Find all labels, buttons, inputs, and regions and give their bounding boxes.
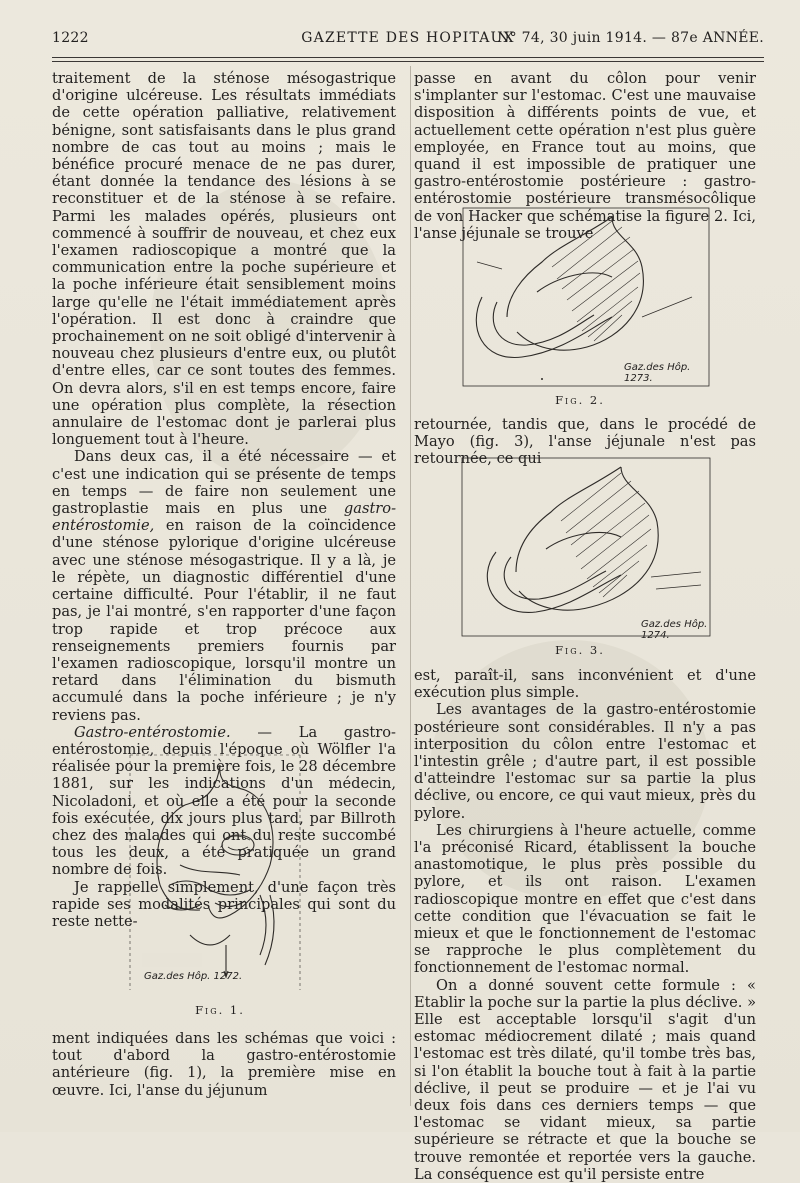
text-run: en raison de la coïncidence d'une sténose pylorique d'origine ulcéreuse avec une sténose mésogastrique. Il y a là, je le répète, un diagnostic différentiel d'une certaine difficulté. Pour l'établir, il ne faut pas, je l'ai montré, s'en rapporter d'une façon trop rapide et trop précoce aux renseignements premiers fournis par l'examen radioscopique, lorsqu'il montre un retard dans l'élimination du bismuth accumulé dans la poche inférieure ; je n'y reviens pas. [52,517,396,724]
text-run: — La gastro-entérostomie, depuis l'époque où Wölfler l'a réalisée pour la première fois, le 28 décembre 1881, sur les indications d'un médecin, Nicoladoni, et où elle a été pour la seconde fois exécutée, dix jours plus tard, par Billroth chez des malades qui ont du reste succombé tous les deux, a été pratiquée un grand nombre de fois. [52,723,396,879]
section-title: Gastro-entérostomie. [74,723,231,741]
header-rule [52,61,764,62]
column-divider [410,66,411,1106]
header-rule [52,57,764,58]
figure-2-caption: Fig. 2. [555,393,605,407]
paragraph: Les chirurgiens à l'heure actuelle, comme l'a préconisé Ricard, établissent la bouche anastomotique, le plus près possible du pylore, et ils ont raison. L'examen radioscopique montre en effet que c'est dans cette condition que l'évacuation se fait le mieux et que le fonctionnement de l'estomac se rapproche le plus complètement du fonctionnement de l'estomac normal. [414,821,756,977]
paragraph: traitement de la sténose mésogastrique d'origine ulcéreuse. Les résultats immédiats de cette opération palliative, relativement bénigne, sont satisfaisants dans le plus grand nombre de cas tout au moins ; mais le bénéfice procuré menace de ne pas durer, étant donnée la tendance des lésions à se reconstituer et de la sténose à se refaire. Parmi les malades opérés, plusieurs ont commencé à souffrir de nouveau, et chez eux l'examen radioscopique a montré que la communication entre la poche supérieure et la poche inférieure était sensiblement moins large qu'elle ne l'était immédiatement après l'opération. Il est donc à craindre que prochainement on ne soit obligé d'intervenir à nouveau chez plusieurs d'entre eux, ou plutôt d'entre elles, car ce sont toutes des femmes. On devra alors, s'il en est temps encore, faire une opération plus complète, la résection annulaire de l'estomac dont je parlerai plus longuement tout à l'heure. [52,70,396,449]
figure-1-credit: Gaz.des Hôp. 1272. [144,971,243,982]
issue-info: N° 74, 30 juin 1914. — 87e ANNÉE. [497,30,764,46]
figure-3-credit: Gaz.des Hôp. 1274. [641,619,708,641]
figure-2-credit: Gaz.des Hôp. 1273. [624,362,691,384]
journal-title: GAZETTE DES HOPITAUX [301,30,515,46]
figure-3-illustration [461,457,711,641]
paragraph: On a donné souvent cette formule : « Etablir la poche sur la partie la plus déclive. » Elle est acceptable lorsqu'il s'agit d'un estomac médiocrement dilaté ; mais quand l'estomac est très dilaté, qu'il tombe très bas, si l'on établit la bouche tout à fait à la partie déclive, il peut se produire — et je l'ai vu deux fois dans ces derniers temps — que l'estomac se vidant mieux, sa partie supérieure se rétracte et que la bouche se trouve remontée et reportée vers la gauche. La conséquence est qu'il persiste entre [414,976,756,1183]
figure-1-caption: Fig. 1. [195,1003,245,1017]
paragraph: ment indiquées dans les schémas que voici : tout d'abord la gastro-entérostomie antérieure (fig. 1), la première mise en œuvre. Ici, l'anse du jéjunum [52,1030,396,1099]
paragraph: passe en avant du côlon pour venir s'implanter sur l'estomac. C'est une mauvaise disposition à différents points de vue, et actuellement cette opération n'est plus guère employée, en France tout au moins, que quand il est impossible de pratiquer une gastro-entérostomie postérieure : gastro-entérostomie postérieure transmésocôlique de von Hacker que schématise la figure 2. Ici, l'anse jéjunale se trouve [414,70,756,242]
text-run: Dans deux cas, il a été nécessaire — et c'est une indication qui se présente de temps en temps — de faire non seulement une gastroplastie mais en plus une [52,448,396,518]
figure-3-caption: Fig. 3. [555,643,605,657]
paragraph: Les avantages de la gastro-entérostomie postérieure sont considérables. Il n'y a pas interposition du côlon entre l'estomac et l'intestin grêle ; d'autre part, il est possible d'atteindre l'estomac sur sa partie la plus déclive, ou encore, ce qui vaut mieux, près du pylore. [414,701,756,822]
paragraph: Je rappelle simplement, d'une façon très rapide ses modalités principales qui sont du reste nette- [52,878,396,930]
running-header [52,30,764,54]
left-column-tail [52,1030,396,1099]
figure-1-illustration [120,745,320,995]
italic-term: gastro-entérostomie, [52,500,396,535]
right-column-tail [414,667,756,1183]
figure-2-illustration [462,207,710,387]
page-number: 1222 [52,30,89,46]
paragraph: retournée, tandis que, dans le procédé de Mayo (fig. 3), l'anse jéjunale n'est pas retournée, ce qui [414,416,756,468]
paragraph: est, paraît-il, sans inconvénient et d'une exécution plus simple. [414,667,756,702]
paragraph [52,448,396,723]
